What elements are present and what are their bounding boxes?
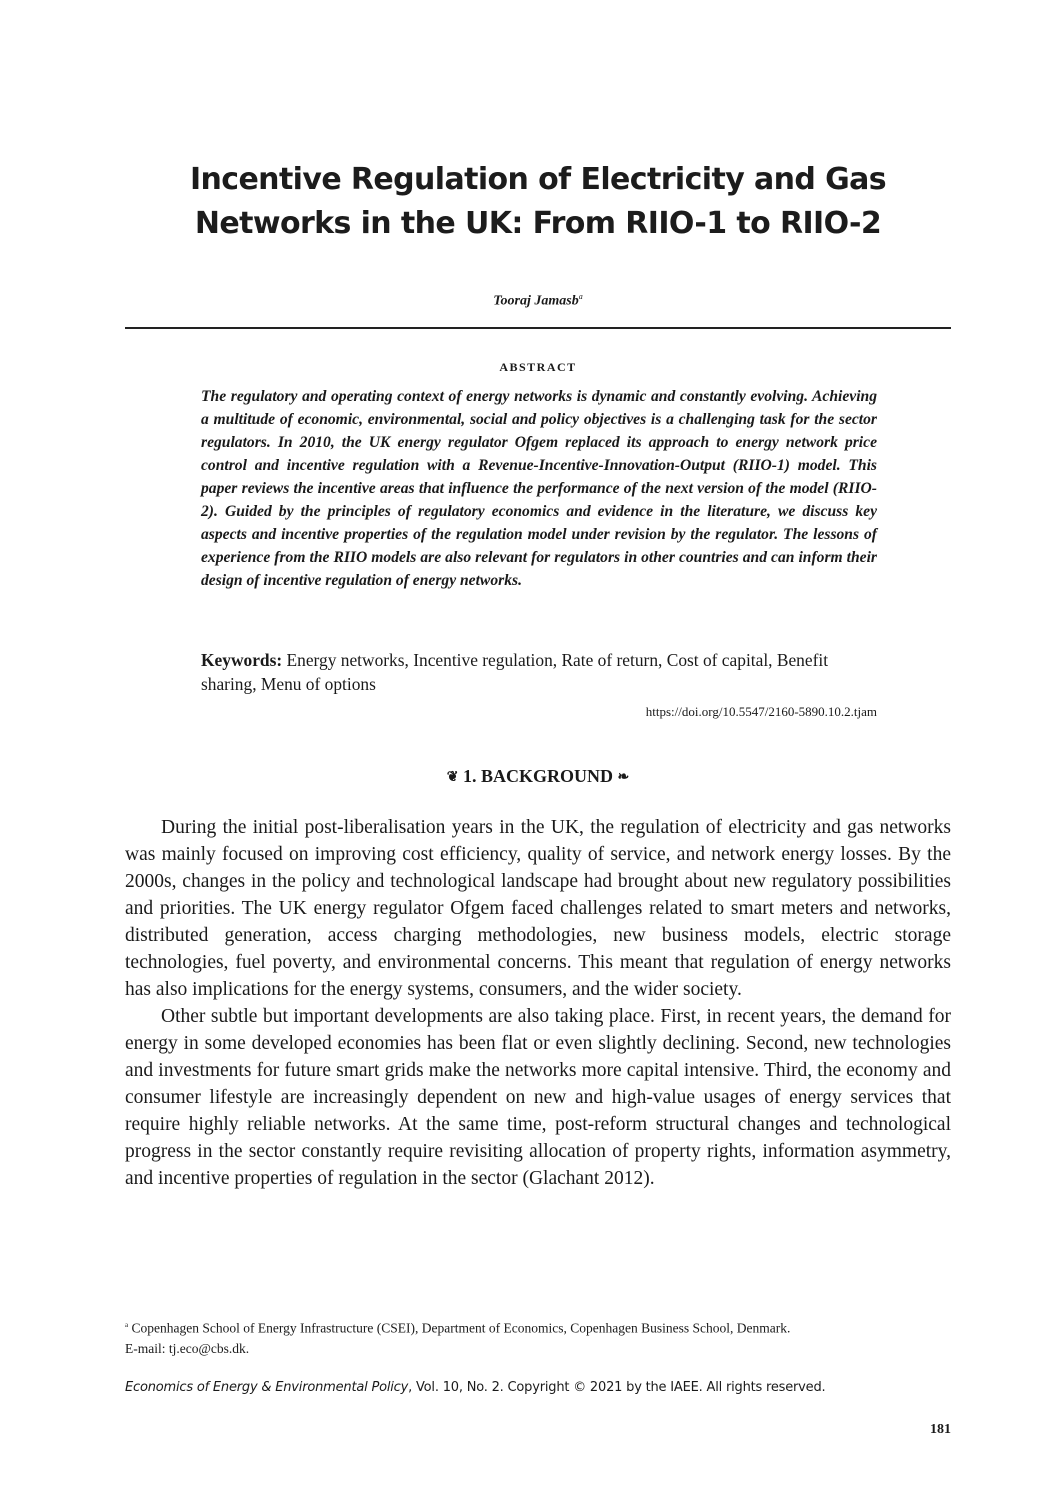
author-line [125,292,951,310]
footnote [125,1315,951,1359]
author-name: Tooraj Jamasb [493,293,579,309]
journal-volume-copyright: , Vol. 10, No. 2. Copyright © 2021 by the IAEE. All rights reserved. [408,1380,826,1395]
paper-title [125,158,951,246]
keywords-text: Energy networks, Incentive regulation, Rate of return, Cost of capital, Benefit sharing, Menu of options [201,650,829,694]
title-line-2: Networks in the UK: From RIIO-1 to RIIO-2 [194,206,882,241]
body-text [125,814,951,1192]
body-paragraph-1: During the initial post-liberalisation years in the UK, the regulation of electricity and gas networks was mainly focused on improving cost efficiency, quality of service, and network energy losses. By the 2000s, changes in the policy and technological landscape had brought about new regulatory possibilities and priorities. The UK energy regulator Ofgem faced challenges related to smart meters and networks, distributed generation, access charging methodologies, new business models, electric storage technologies, fuel poverty, and environmental concerns. This meant that regulation of energy networks has also implications for the energy systems, consumers, and the wider society. [125,817,951,1000]
page-number: 181 [930,1422,951,1437]
fleuron-left-icon: ❦ [446,770,459,785]
footnote-marker: a [125,1321,129,1329]
footnote-email: E-mail: tj.eco@cbs.dk. [125,1340,250,1356]
title-divider [125,327,951,329]
body-paragraph-2: Other subtle but important developments are also taking place. First, in recent years, the demand for energy in some developed economies has been flat or even slightly declining. Second, new technologies and investments for future smart grids make the networks more capital intensive. Third, the economy and consumer lifestyle are increasingly dependent on new and high-value usages of energy services that require highly reliable networks. At the same time, post-reform structural changes and technological progress in the sector constantly require revisiting allocation of property rights, information asymmetry, and incentive properties of regulation in the sector (Glachant 2012). [125,1006,951,1189]
section-title: 1. BACKGROUND [462,766,613,786]
abstract-heading: ABSTRACT [499,360,577,374]
fleuron-right-icon: ❧ [617,770,630,785]
footnote-affiliation: Copenhagen School of Energy Infrastructure (CSEI), Department of Economics, Copenhagen Business School, Denmark. [131,1320,791,1336]
keywords-label: Keywords: [201,650,283,670]
author-footnote-marker: a [578,292,583,301]
keywords [201,648,877,696]
journal-citation [125,1380,951,1395]
doi-link[interactable]: https://doi.org/10.5547/2160-5890.10.2.tjam [645,704,877,719]
section-heading [125,766,951,787]
journal-name: Economics of Energy & Environmental Policy [125,1380,409,1395]
abstract-text: The regulatory and operating context of energy networks is dynamic and constantly evolving. Achieving a multitude of economic, environmental, social and policy objectives is a challenging task for the sector regulators. In 2010, the UK energy regulator Ofgem replaced its approach to energy network price control and incentive regulation with a Revenue-Incentive-Innovation-Output (RIIO-1) model. This paper reviews the incentive areas that influence the performance of the next version of the model (RIIO-2). Guided by the principles of regulatory economics and evidence in the literature, we discuss key aspects and incentive properties of the regulation model under revision by the regulator. The lessons of experience from the RIIO models are also relevant for regulators in other countries and can inform their design of incentive regulation of energy networks. [201,388,877,589]
title-line-1: Incentive Regulation of Electricity and Gas [189,162,887,197]
